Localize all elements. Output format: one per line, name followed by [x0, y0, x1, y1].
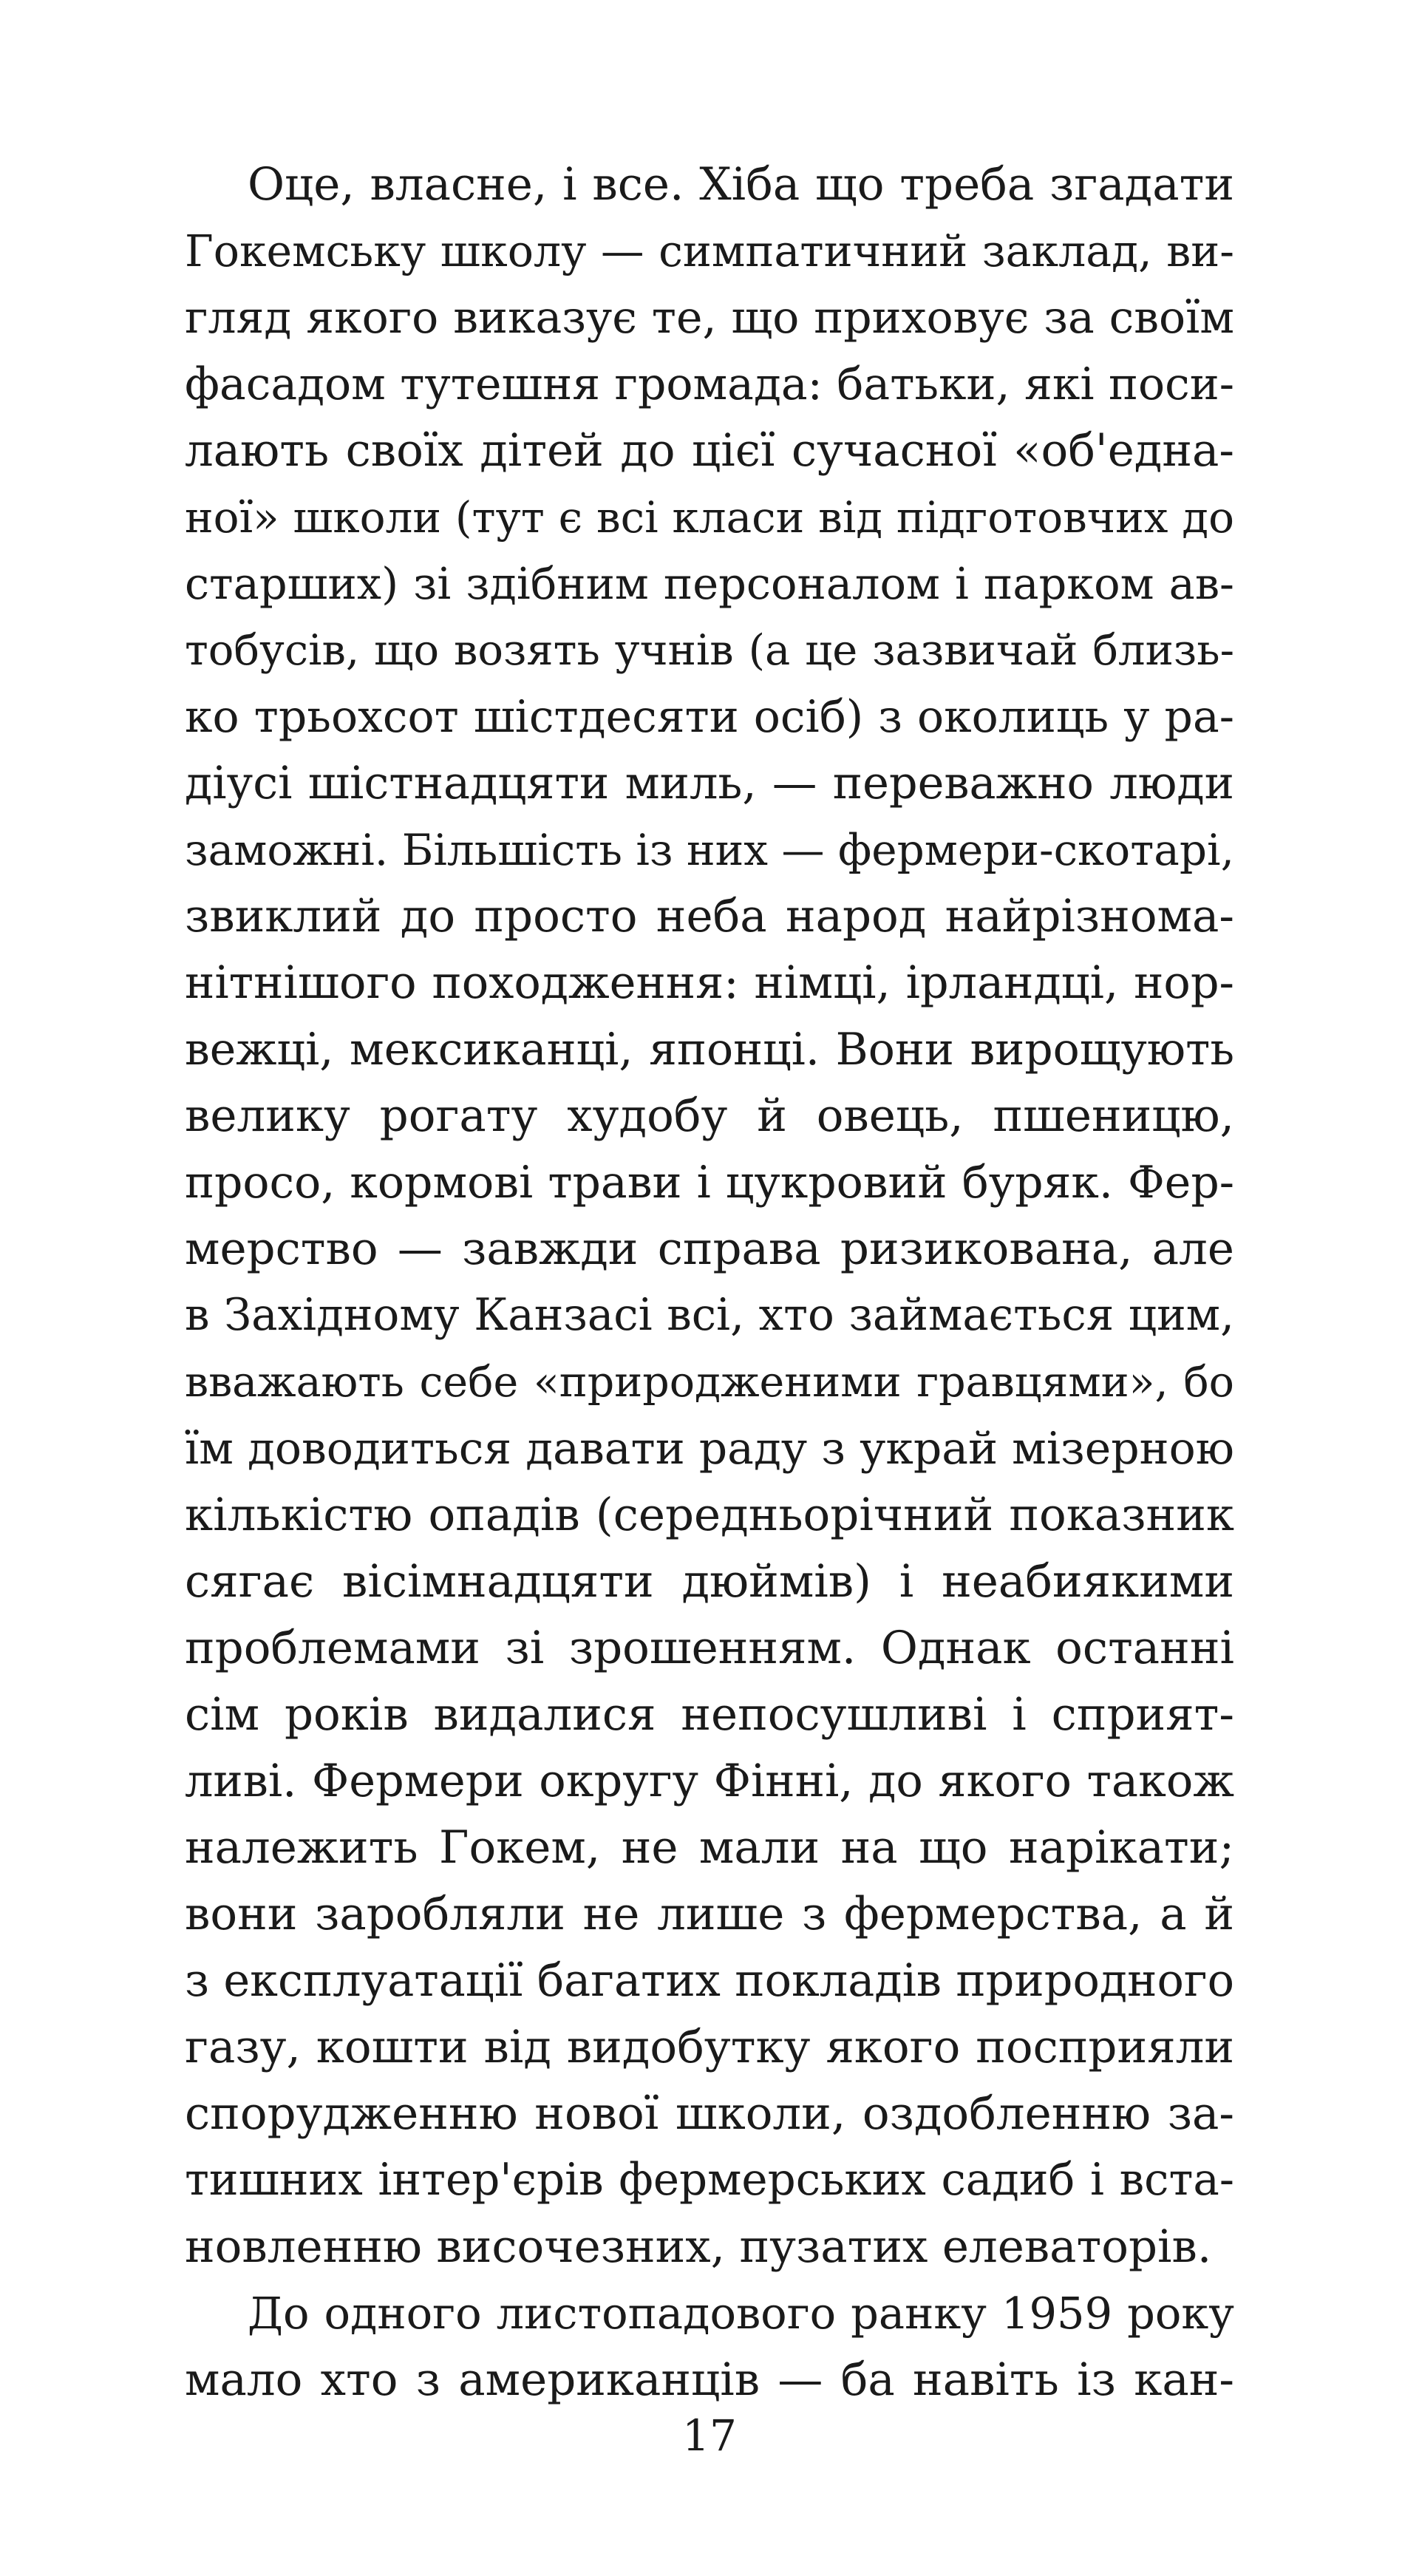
- text-line: заможні. Більшість із них — фермери-скотарі,: [185, 825, 1234, 875]
- text-line: тобусів, що возять учнів (а це зазвичай близь-: [185, 625, 1234, 675]
- text-line: Оце, власне, і все. Хіба що треба згадати: [248, 158, 1234, 211]
- text-line: гляд якого виказує те, що приховує за своїм: [185, 292, 1234, 344]
- text-line: мало хто з американців — ба навіть із кан-: [185, 2354, 1234, 2406]
- text-line: фасадом тутешня громада: батьки, які поси-: [185, 358, 1234, 410]
- text-line: їм доводиться давати раду з украй мізерною: [185, 1423, 1234, 1475]
- paragraph-2: [185, 2280, 1234, 2413]
- text-line: вони заробляли не лише з фермерства, а й: [185, 1888, 1234, 1940]
- text-line: належить Гокем, не мали на що нарікати;: [185, 1821, 1234, 1874]
- text-line: проблемами зі зрошенням. Однак останні: [185, 1622, 1234, 1674]
- text-line: нітнішого походження: німці, ірландці, нор-: [185, 957, 1234, 1009]
- text-line: ливі. Фермери округу Фінні, до якого також: [185, 1756, 1234, 1807]
- text-line: з експлуатації багатих покладів природного: [185, 1955, 1234, 2007]
- text-line: новленню височезних, пузатих елеваторів.: [185, 2220, 1212, 2273]
- text-line: вежці, мексиканці, японці. Вони вирощують: [185, 1024, 1234, 1075]
- text-line: спорудженню нової школи, оздобленню за-: [185, 2087, 1234, 2140]
- text-line: велику рогату худобу й овець, пшеницю,: [185, 1090, 1234, 1142]
- text-line: звиклий до просто неба народ найрізнома-: [185, 890, 1234, 942]
- text-line: просо, кормові трави і цукровий буряк. Фер-: [185, 1157, 1234, 1209]
- text-line: ко трьохсот шістдесяти осіб) з околиць у ра-: [185, 691, 1234, 743]
- page-number: 17: [682, 2410, 737, 2461]
- text-line: газу, кошти від видобутку якого посприяли: [185, 2021, 1234, 2073]
- text-line: діусі шістнадцяти миль, — переважно люди: [185, 758, 1234, 809]
- text-line: кількістю опадів (середньорічний показник: [185, 1489, 1234, 1541]
- text-line: старших) зі здібним персоналом і парком ав-: [185, 558, 1234, 609]
- text-line: в Західному Канзасі всі, хто займається цим,: [185, 1290, 1234, 1341]
- text-line: вважають себе «природженими гравцями», бо: [185, 1358, 1234, 1407]
- text-line: ної» школи (тут є всі класи від підготовчих до: [185, 492, 1234, 543]
- text-line: До одного листопадового ранку 1959 року: [248, 2288, 1234, 2339]
- text-line: сім років видалися непосушливі і сприят-: [185, 1688, 1234, 1741]
- text-line: тишних інтер'єрів фермерських садиб і вста-: [185, 2155, 1234, 2206]
- text-line: мерство — завжди справа ризикована, але: [185, 1223, 1234, 1275]
- text-line: сягає вісімнадцяти дюймів) і неабиякими: [185, 1555, 1234, 1608]
- body-text: [185, 152, 1234, 2413]
- paragraph-1: [185, 152, 1234, 2280]
- text-line: лають своїх дітей до цієї сучасної «об'една-: [185, 424, 1234, 477]
- text-line: Гокемську школу — симпатичний заклад, ви-: [185, 226, 1234, 276]
